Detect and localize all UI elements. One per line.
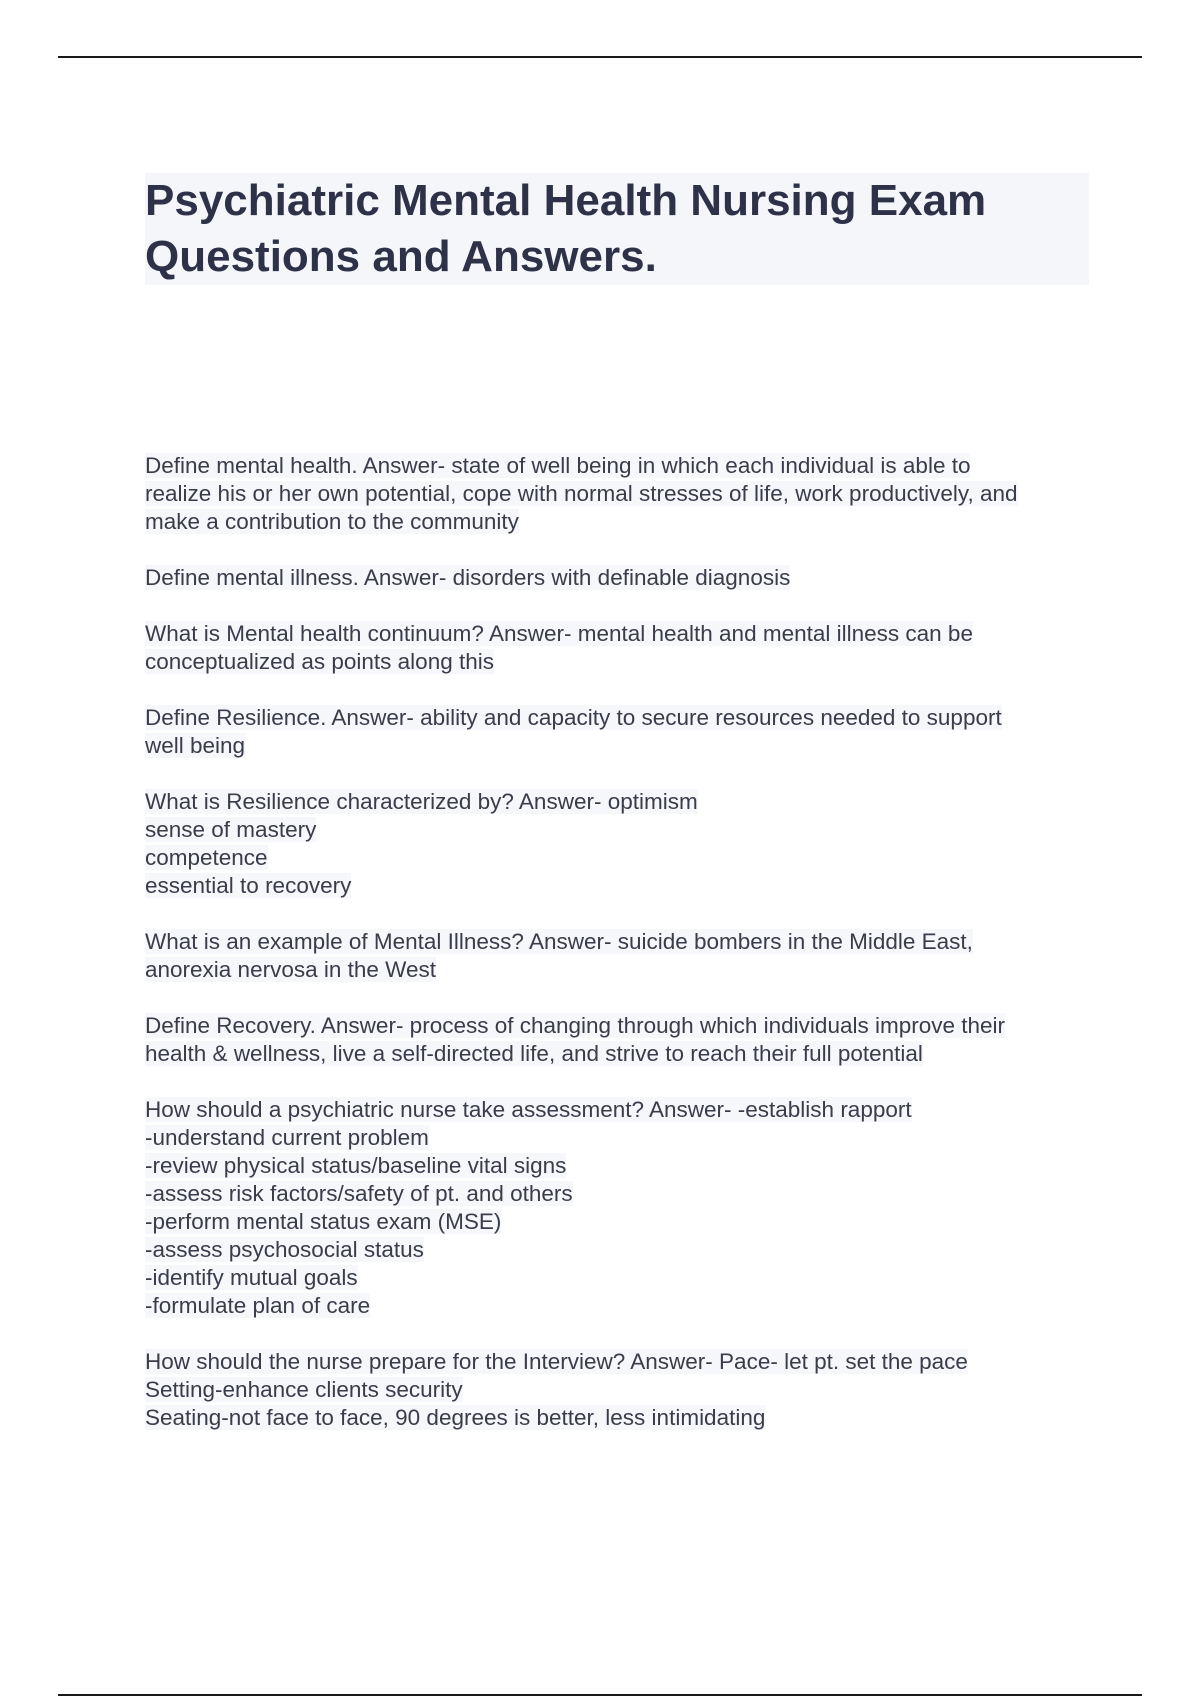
qa-item: [145, 452, 1095, 536]
title-line: Psychiatric Mental Health Nursing Exam: [145, 176, 987, 225]
qa-item: [145, 620, 1095, 676]
qa-item: [145, 928, 1095, 984]
qa-line: Define mental illness. Answer- disorders with definable diagnosis: [145, 565, 791, 590]
qa-line: Setting-enhance clients security: [145, 1377, 463, 1402]
qa-line: What is Mental health continuum? Answer- mental health and mental illness can be: [145, 621, 973, 646]
qa-line: -assess risk factors/safety of pt. and others: [145, 1181, 573, 1206]
qa-line: What is an example of Mental Illness? Answer- suicide bombers in the Middle East,: [145, 929, 973, 954]
qa-list: [145, 452, 1095, 1460]
qa-line: anorexia nervosa in the West: [145, 957, 436, 982]
page-title: [145, 173, 1089, 285]
qa-line: How should the nurse prepare for the Interview? Answer- Pace- let pt. set the pace: [145, 1349, 968, 1374]
qa-line: -understand current problem: [145, 1125, 429, 1150]
qa-line: conceptualized as points along this: [145, 649, 494, 674]
qa-line: realize his or her own potential, cope with normal stresses of life, work productively, and: [145, 481, 1018, 506]
qa-line: -perform mental status exam (MSE): [145, 1209, 502, 1234]
qa-line: Seating-not face to face, 90 degrees is better, less intimidating: [145, 1405, 766, 1430]
qa-line: essential to recovery: [145, 873, 352, 898]
qa-line: Define Resilience. Answer- ability and capacity to secure resources needed to support: [145, 705, 1002, 730]
qa-item: [145, 704, 1095, 760]
qa-line: make a contribution to the community: [145, 509, 519, 534]
qa-item: [145, 1012, 1095, 1068]
qa-item: [145, 564, 1095, 592]
qa-item: [145, 1096, 1095, 1320]
title-line: Questions and Answers.: [145, 232, 657, 281]
qa-line: -formulate plan of care: [145, 1293, 371, 1318]
qa-line: health & wellness, live a self-directed life, and strive to reach their full potential: [145, 1041, 923, 1066]
qa-line: -review physical status/baseline vital signs: [145, 1153, 567, 1178]
footer-rule: [58, 1694, 1142, 1696]
qa-line: well being: [145, 733, 246, 758]
qa-line: competence: [145, 845, 268, 870]
qa-line: -identify mutual goals: [145, 1265, 358, 1290]
title-block: [145, 173, 1089, 285]
header-rule: [58, 56, 1142, 58]
qa-line: sense of mastery: [145, 817, 317, 842]
qa-line: Define mental health. Answer- state of well being in which each individual is able to: [145, 453, 971, 478]
qa-line: What is Resilience characterized by? Answer- optimism: [145, 789, 698, 814]
qa-item: [145, 788, 1095, 900]
qa-line: How should a psychiatric nurse take assessment? Answer- -establish rapport: [145, 1097, 912, 1122]
qa-line: -assess psychosocial status: [145, 1237, 424, 1262]
qa-item: [145, 1348, 1095, 1432]
qa-line: Define Recovery. Answer- process of changing through which individuals improve their: [145, 1013, 1006, 1038]
